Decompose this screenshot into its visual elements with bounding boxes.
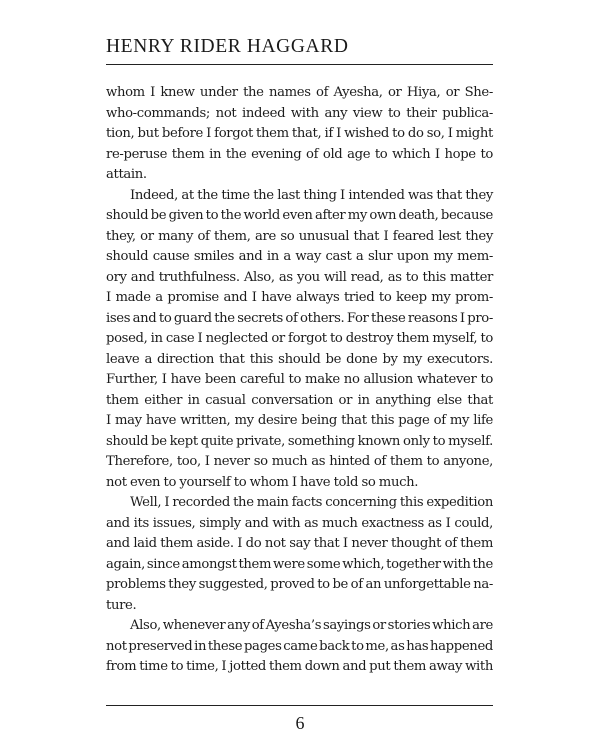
text-line: should be kept quite private, something known only to myself. [106, 434, 493, 449]
text-line: leave a direction that this should be done by my executors. [106, 352, 493, 367]
text-line: attain. [106, 167, 147, 182]
text-line: problems they suggested, proved to be of an unforgettable na- [106, 577, 493, 592]
text-line: ises and to guard the secrets of others. For these reasons I pro- [106, 311, 493, 326]
text-line-indented: Also, whenever any of Ayesha’s sayings or stories which are [130, 618, 493, 633]
text-line: not even to yourself to whom I have told so much. [106, 475, 419, 490]
text-line: re-peruse them in the evening of old age to which I hope to [106, 147, 493, 162]
text-line: who-commands; not indeed with any view to their publica- [106, 106, 493, 121]
text-line: again, since amongst them were some which, together with the [106, 557, 493, 572]
header-title: HENRY RIDER HAGGARD [106, 36, 349, 57]
text-line: tion, but before I forgot them that, if I wished to do so, I might [106, 126, 493, 141]
text-line: and its issues, simply and with as much exactness as I could, [106, 516, 493, 531]
text-line: them either in casual conversation or in anything else that [106, 393, 493, 408]
text-line: from time to time, I jotted them down and put them away with [106, 659, 493, 674]
text-line: should cause smiles and in a way cast a slur upon my mem- [106, 249, 493, 264]
text-line: I may have written, my desire being that this page of my life [106, 413, 493, 428]
page-number: 6 [295, 713, 305, 733]
text-line: should be given to the world even after my own death, because [106, 208, 493, 223]
text-line: and laid them aside. I do not say that I never thought of them [106, 536, 493, 551]
text-line-indented: Indeed, at the time the last thing I intended was that they [130, 188, 493, 203]
footer-rule [106, 705, 493, 706]
text-line: I made a promise and I have always tried to keep my prom- [106, 290, 493, 305]
text-line: posed, in case I neglected or forgot to destroy them myself, to [106, 331, 493, 346]
text-line: not preserved in these pages came back to me, as has happened [106, 639, 493, 654]
text-line: Therefore, too, I never so much as hinted of them to anyone, [106, 454, 493, 469]
text-line: ture. [106, 598, 137, 613]
text-line: they, or many of them, are so unusual that I feared lest they [106, 229, 493, 244]
text-line: whom I knew under the names of Ayesha, or Hiya, or She- [106, 85, 493, 100]
text-line: ory and truthfulness. Also, as you will read, as to this matter [106, 270, 493, 285]
header-rule [106, 64, 493, 65]
text-line-indented: Well, I recorded the main facts concerning this expedition [130, 495, 493, 510]
text-line: Further, I have been careful to make no allusion whatever to [106, 372, 493, 387]
